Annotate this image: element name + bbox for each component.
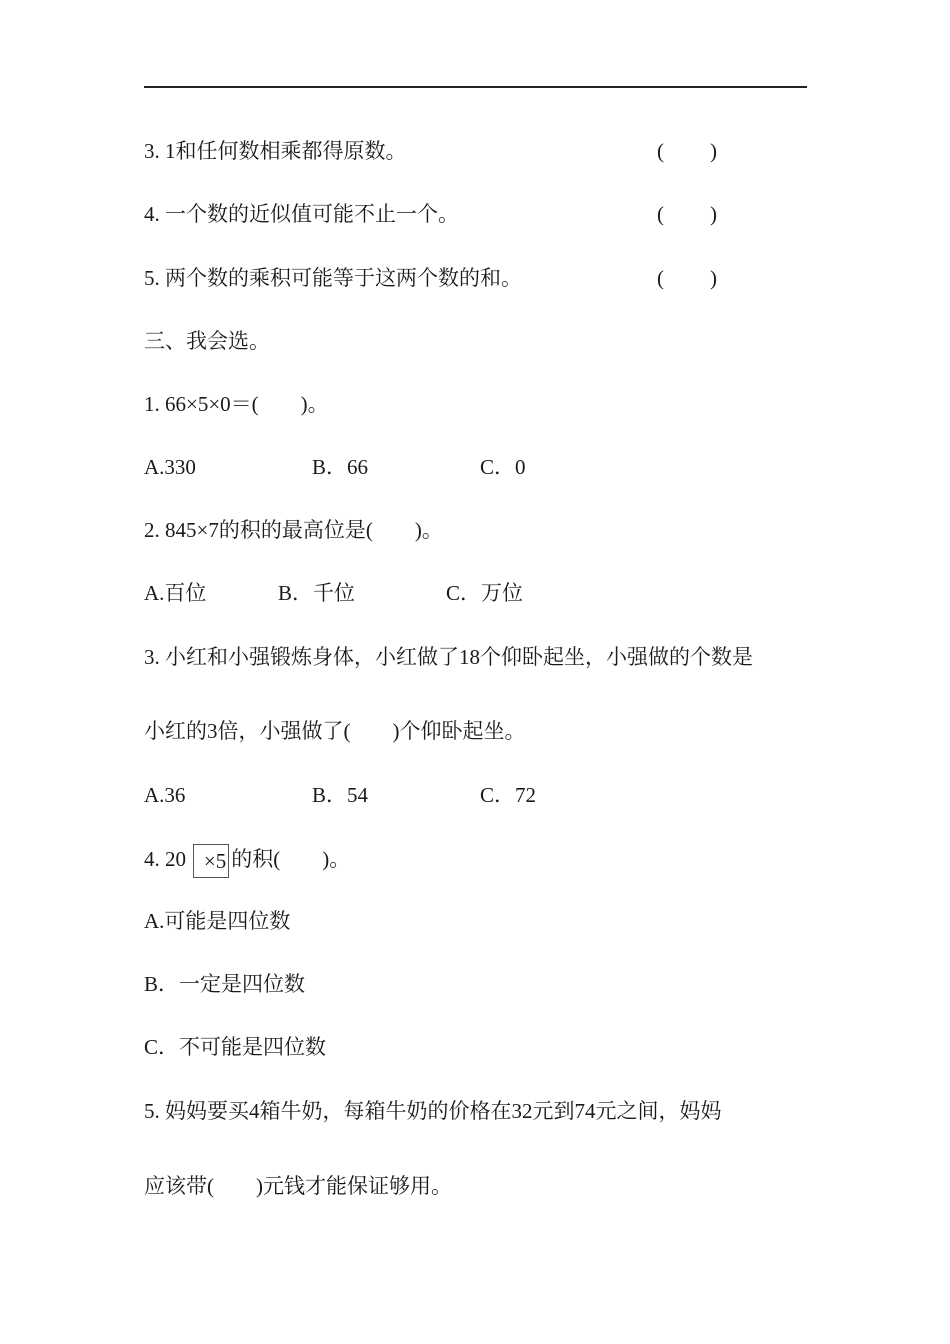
choice-question-2: 2. 845×7的积的最高位是( )。 <box>144 518 443 542</box>
answer-paren-4 <box>657 200 717 228</box>
option-a: A.36 <box>144 783 186 807</box>
paren-left: ( <box>657 139 664 163</box>
answer-paren-3 <box>657 137 717 165</box>
option-b: B．一定是四位数 <box>144 972 306 996</box>
digit-blank-box: ×5 <box>193 844 229 878</box>
paren-left: ( <box>657 202 664 226</box>
choice-question-3-line-2: 小红的3倍，小强做了( )个仰卧起坐。 <box>144 719 526 743</box>
option-a: A.可能是四位数 <box>144 909 291 933</box>
choice-question-1: 1. 66×5×0＝( )。 <box>144 392 329 416</box>
option-c: C．不可能是四位数 <box>144 1035 327 1059</box>
option-a: A.百位 <box>144 581 207 605</box>
answer-paren-5 <box>657 264 717 292</box>
judge-question-5: 5. 两个数的乘积可能等于这两个数的和。 <box>144 266 522 290</box>
option-b: B．54 <box>312 783 369 807</box>
judge-question-3: 3. 1和任何数相乘都得原数。 <box>144 139 407 163</box>
choice-question-3-line-1: 3. 小红和小强锻炼身体，小红做了18个仰卧起坐，小强做的个数是 <box>144 645 753 669</box>
paren-right: ) <box>710 202 717 226</box>
header-rule <box>144 86 807 88</box>
paren-right: ) <box>710 139 717 163</box>
option-c: C．72 <box>480 783 537 807</box>
option-b: B．66 <box>312 455 369 479</box>
choice-question-5-line-2: 应该带( )元钱才能保证够用。 <box>144 1174 452 1198</box>
paren-left: ( <box>657 266 664 290</box>
option-c: C．万位 <box>446 581 524 605</box>
paren-right: ) <box>710 266 717 290</box>
stem-prefix: 4. 20 <box>144 846 186 871</box>
option-c: C．0 <box>480 455 526 479</box>
stem-suffix: 的积( )。 <box>231 846 351 871</box>
judge-question-4: 4. 一个数的近似值可能不止一个。 <box>144 202 459 226</box>
choice-question-4 <box>144 844 350 878</box>
option-a: A.330 <box>144 455 196 479</box>
option-b: B．千位 <box>278 581 356 605</box>
section-title: 三、我会选。 <box>144 329 270 353</box>
choice-question-5-line-1: 5. 妈妈要买4箱牛奶，每箱牛奶的价格在32元到74元之间，妈妈 <box>144 1099 722 1123</box>
